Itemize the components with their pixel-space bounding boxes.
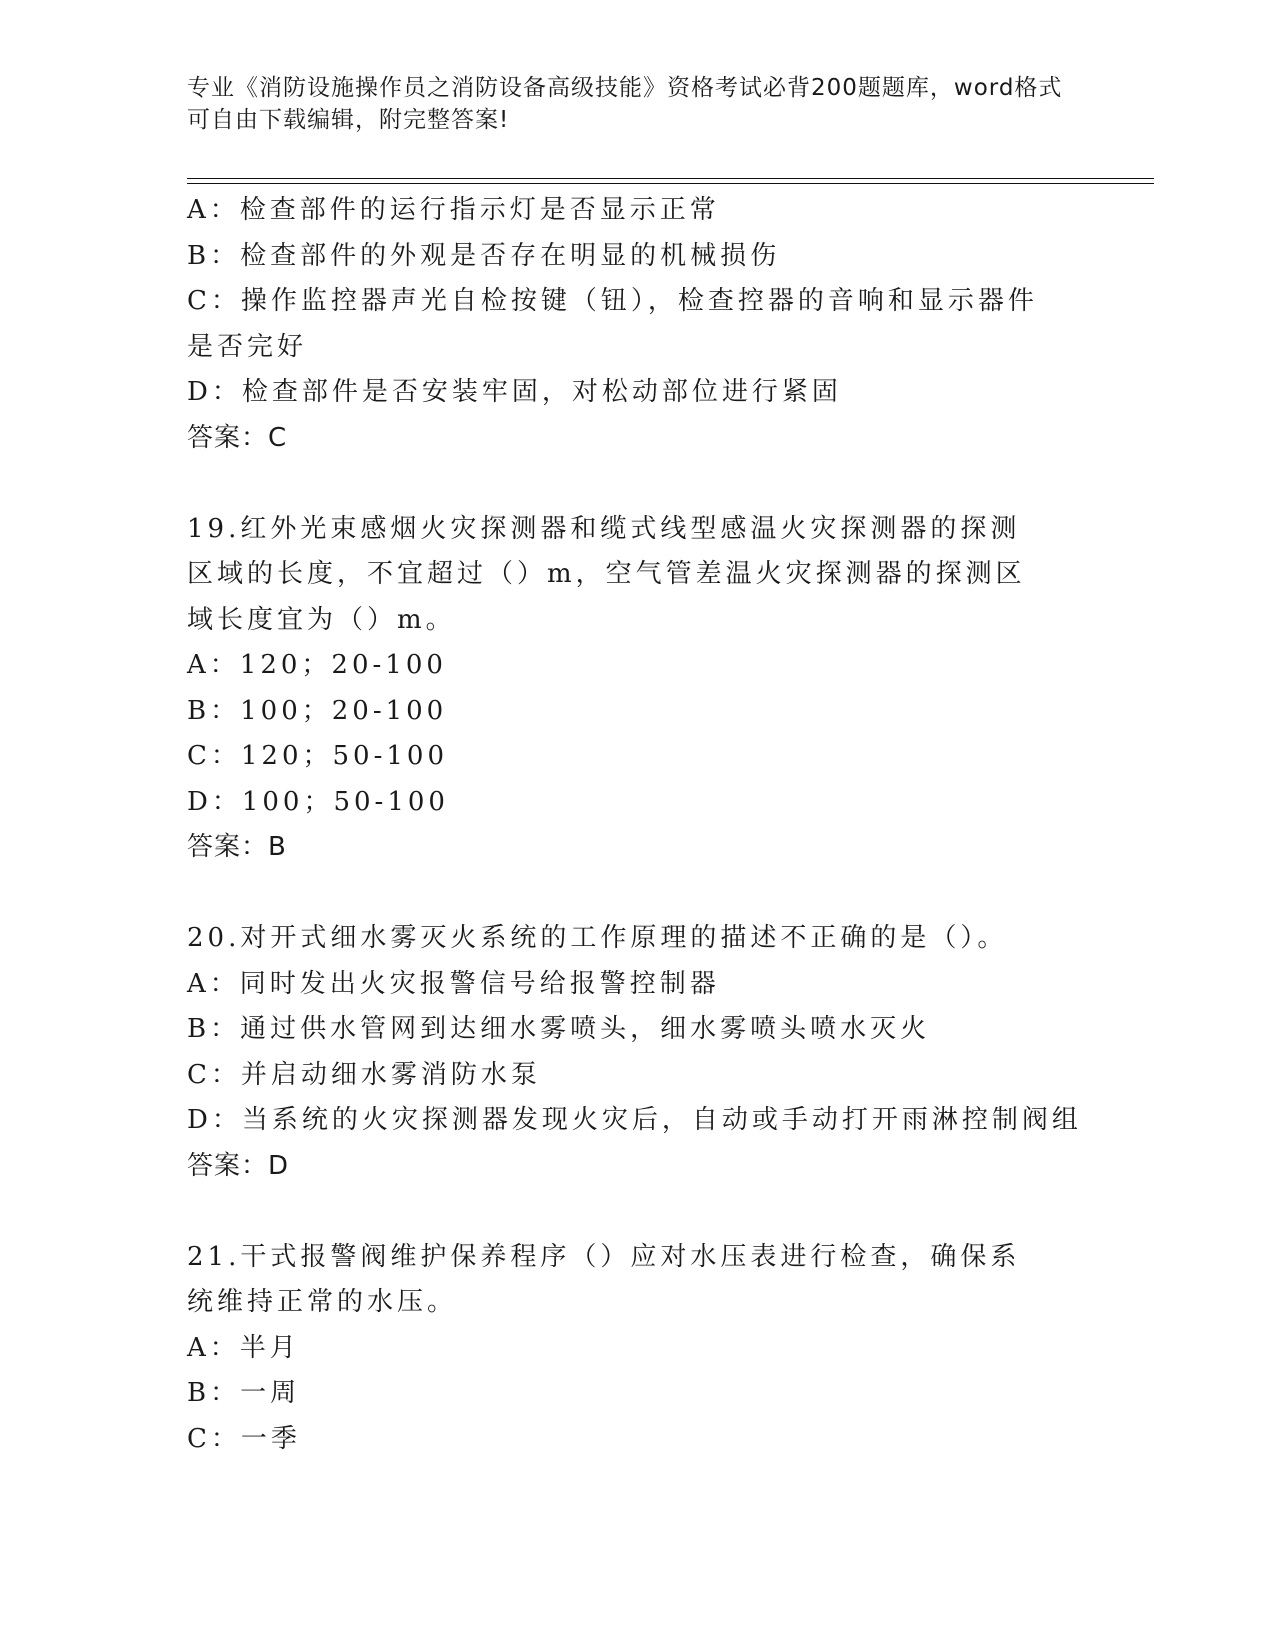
header-rule-bottom — [187, 183, 1154, 184]
option-d: D：检查部件是否安装牢固，对松动部位进行紧固 — [187, 377, 842, 407]
option-d: D：当系统的火灾探测器发现火灾后，自动或手动打开雨淋控制阀组 — [187, 1105, 1082, 1135]
question-block-21 — [187, 1235, 1087, 1463]
question-text: 21.干式报警阀维护保养程序（）应对水压表进行检查，确保系统维持正常的水压。 — [187, 1241, 1021, 1317]
option-a: A：半月 — [187, 1332, 300, 1363]
option-a: A：同时发出火灾报警信号给报警控制器 — [187, 968, 720, 999]
question-text: 20.对开式细水雾灭火系统的工作原理的描述不正确的是（）。 — [187, 923, 1008, 953]
option-a: A：120；20-100 — [187, 650, 447, 680]
question-block-19 — [187, 507, 1087, 871]
option-b: B：检查部件的外观是否存在明显的机械损伤 — [187, 240, 781, 271]
option-b: B：通过供水管网到达细水雾喷头，细水雾喷头喷水灭火 — [187, 1014, 931, 1044]
question-block-18 — [187, 188, 1087, 461]
option-a: A：检查部件的运行指示灯是否显示正常 — [187, 195, 720, 225]
option-c: C：操作监控器声光自检按键（钮），检查控器的音响和显示器件是否完好 — [187, 286, 1038, 362]
document-header: 专业《消防设施操作员之消防设备高级技能》资格考试必背200题题库，word格式可自由下载编辑，附完整答案! — [187, 75, 1063, 133]
header-rule-top — [187, 178, 1154, 179]
question-text: 19.红外光束感烟火灾探测器和缆式线型感温火灾探测器的探测区域的长度，不宜超过（）m，空气管差温火灾探测器的探测区域长度宜为（）m。 — [187, 513, 1026, 635]
answer-line: 答案：C — [187, 422, 288, 453]
document-body — [187, 188, 1087, 1462]
option-b: B：100；20-100 — [187, 695, 448, 726]
option-d: D：100；50-100 — [187, 786, 449, 817]
option-c: C：120；50-100 — [187, 741, 449, 771]
answer-line: 答案：B — [187, 832, 287, 862]
option-c: C：一季 — [187, 1423, 301, 1454]
option-b: B：一周 — [187, 1378, 301, 1408]
answer-line: 答案：D — [187, 1150, 290, 1181]
question-block-20 — [187, 916, 1087, 1189]
option-c: C：并启动细水雾消防水泵 — [187, 1059, 541, 1090]
